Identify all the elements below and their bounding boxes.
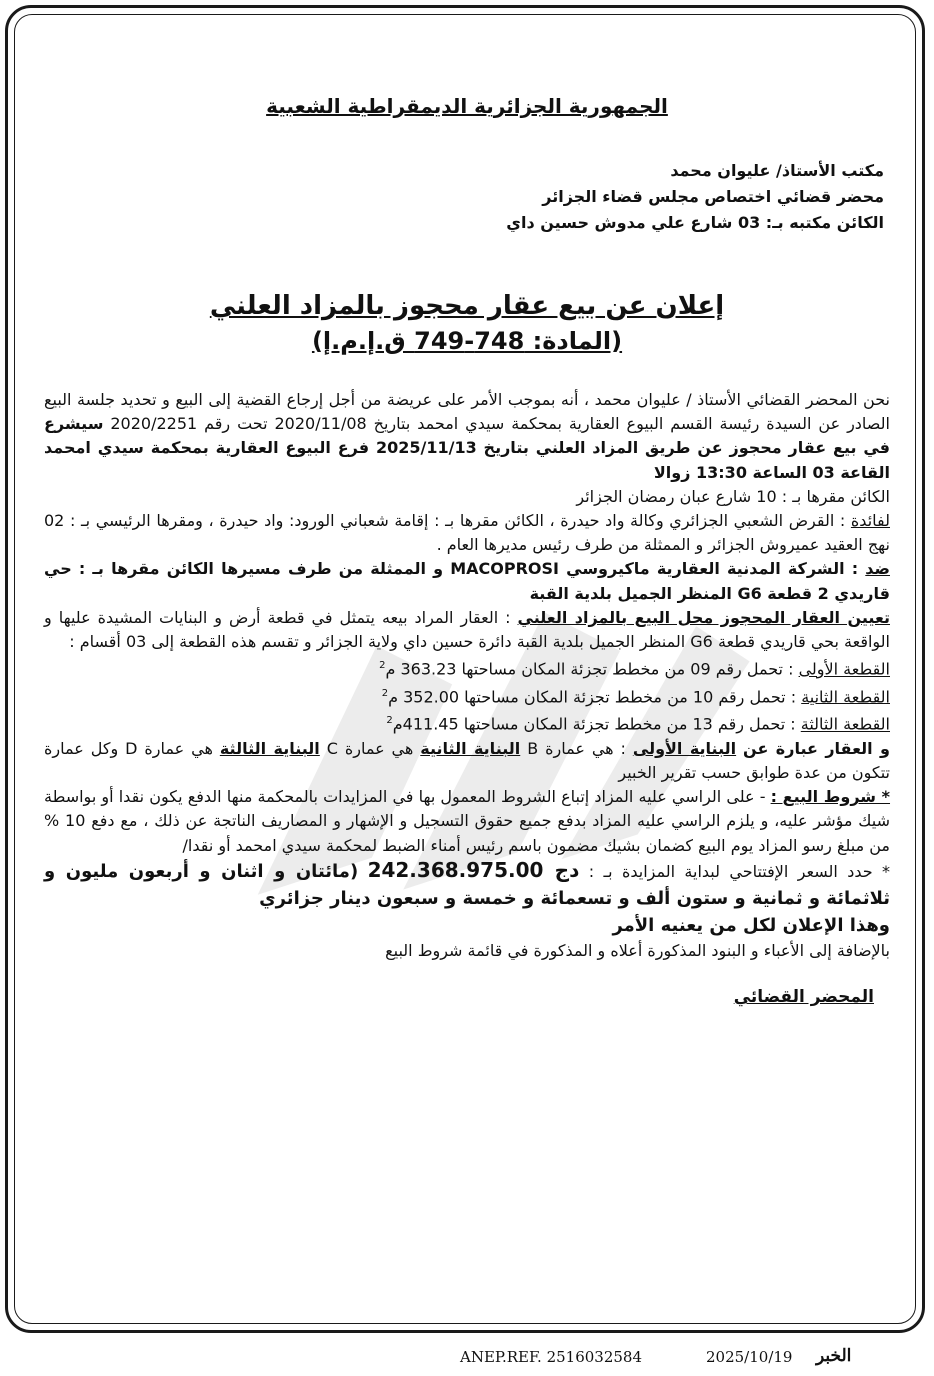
publication-date: 2025/10/19 (706, 1348, 793, 1366)
building-3-text: هي عمارة D وكل عمارة تتكون من عدة طوابق حسب تقرير الخبير (44, 738, 890, 783)
intro-text: نحن المحضر القضائي الأستاذ / عليوان محمد ، أنه بموجب الأمر على عريضة من أجل إرجاع القضية إلى البيع و تحديد جلسة البيع الصادر عن السيدة رئيسة القسم البيوع العقارية بمحكمة سيدي امحمد بتاريخ 2020/11/08 تحت رقم 2020/2251 (44, 390, 890, 434)
footer (460, 1348, 900, 1372)
office-jurisdiction: محضر قضائي اختصاص مجلس قضاء الجزائر (542, 187, 884, 206)
conditions-text: - على الراسي عليه المزاد إتباع الشروط المعمول بها في المزايدات بالمحكمة منها الدفع يكون نقدا أو بواسطة شيك مؤشر عليه، و يلزم الراسي عليه المزاد بدفع جميع حقوق التسجيل و الإشهار و المصاريف الناتجة عن ذلك ، مع دفع 10 % من مبلغ رسو المزاد يوم البيع كضمان بشيك مضمون باسم رئيس أمناء الضبط لمحكمة سيدي امحمد أو نقدا/ (44, 787, 890, 855)
republic-heading: الجمهورية الجزائرية الديمقراطية الشعبية (266, 94, 668, 118)
beneficiary-label: لفائدة (850, 511, 890, 531)
announcement-title: إعلان عن بيع عقار محجوز بالمزاد العلني (209, 291, 725, 321)
office-address: الكائن مكتبه بـ: 03 شارع علي مدوش حسين داي (506, 213, 884, 232)
price-value: 242.368.975.00 دج (367, 857, 580, 882)
designation-paragraph (44, 606, 890, 654)
legal-article: (المادة: 748-749 ق.إ.م.إ) (311, 327, 623, 355)
lot-1-unit-sup: 2 (379, 660, 386, 672)
price-in-words: (مائتان و اثنان و أربعون مليون و ثلاثمائة و ثمانية و ستون ألف و تسعمائة و خمسة و سبعون دينار جزائري (44, 860, 890, 909)
intro-paragraph (44, 388, 890, 485)
auction-date-text: سيشرع في بيع عقار محجوز عن طريق المزاد العلني بتاريخ 2025/11/13 فرع البيوع العقارية بمحكمة سيدي امحمد القاعة 03 الساعة 13:30 زوالا (44, 414, 891, 482)
building-1-label: البناية الأولى (632, 738, 737, 758)
price-prefix: * حدد السعر الإفتتاحي لبداية المزايدة بـ : (588, 861, 890, 881)
beneficiary-paragraph (44, 509, 890, 557)
anep-reference: ANEP.REF. 2516032584 (460, 1348, 643, 1366)
building-3-label: البناية الثالثة (219, 738, 320, 758)
public-notice: وهذا الإعلان لكل من يعنيه الأمر (612, 914, 890, 936)
designation-text: : العقار المراد بيعه يتمثل في قطعة أرض و البنايات المشيدة عليها و الواقعة بحي قاريدي قطعة G6 المنظر الجميل بلدية القبة دائرة حسين داي ولاية الجزائر و تقسم هذه القطعة إلى 03 أقسام : (44, 607, 890, 652)
against-label: ضد (865, 559, 890, 579)
newspaper-logo: الخبر (816, 1346, 852, 1366)
bailiff-signature: المحضر القضائي (733, 987, 874, 1008)
document-body (44, 70, 890, 1007)
lot-1-text: : تحمل رقم 09 من مخطط تجزئة المكان مساحتها 363.23 م (385, 659, 794, 679)
conditions-label: * شروط البيع : (770, 787, 891, 807)
closing-text: بالإضافة إلى الأعباء و البنود المذكورة أعلاه و المذكورة في قائمة شروط البيع (385, 940, 890, 960)
building-1-text: : هي عمارة B (527, 738, 626, 758)
opening-price (44, 858, 890, 912)
lot-2-text: : تحمل رقم 10 من مخطط تجزئة المكان مساحتها 352.00 م (388, 687, 797, 707)
lot-1-label: القطعة الأولى (798, 659, 890, 679)
buildings-intro: و العقار عبارة عن (743, 738, 890, 758)
office-name: مكتب الأستاذ/ عليوان محمد (670, 161, 884, 180)
buildings-paragraph (44, 737, 890, 785)
court-address: الكائن مقرها بـ : 10 شارع عبان رمضان الجزائر (576, 486, 890, 506)
lot-2-unit-sup: 2 (381, 687, 389, 699)
lot-1 (44, 654, 890, 682)
lot-3 (44, 709, 890, 737)
sale-conditions (44, 785, 890, 858)
against-paragraph (44, 557, 890, 605)
lot-3-unit-sup: 2 (386, 715, 393, 727)
building-2-label: البناية الثانية (420, 738, 521, 758)
designation-label: تعيين العقار المحجوز محل البيع بالمزاد العلني (517, 607, 890, 627)
lot-3-text: : تحمل رقم 13 من مخطط تجزئة المكان مساحتها 411.45م (392, 714, 796, 734)
lot-3-label: القطعة الثالثة (800, 714, 890, 734)
lot-2-label: القطعة الثانية (801, 687, 890, 707)
against-text: : الشركة المدنية العقارية ماكيروسي MACOPROSI و الممثلة من طرف مسيرها الكائن مقرها بـ : حي قاريدي 2 قطعة G6 المنظر الجميل بلدية القبة (44, 559, 890, 603)
lot-2 (44, 682, 890, 710)
building-2-text: هي عمارة C (326, 738, 414, 758)
office-block (44, 158, 884, 236)
beneficiary-text: : القرض الشعبي الجزائري وكالة واد حيدرة ، الكائن مقرها بـ : إقامة شعباني الورود: واد حيدرة ، ومقرها الرئيسي بـ : 02 نهج العقيد عميروش الجزائر و الممثلة من طرف رئيس مديرها العام . (44, 511, 890, 555)
